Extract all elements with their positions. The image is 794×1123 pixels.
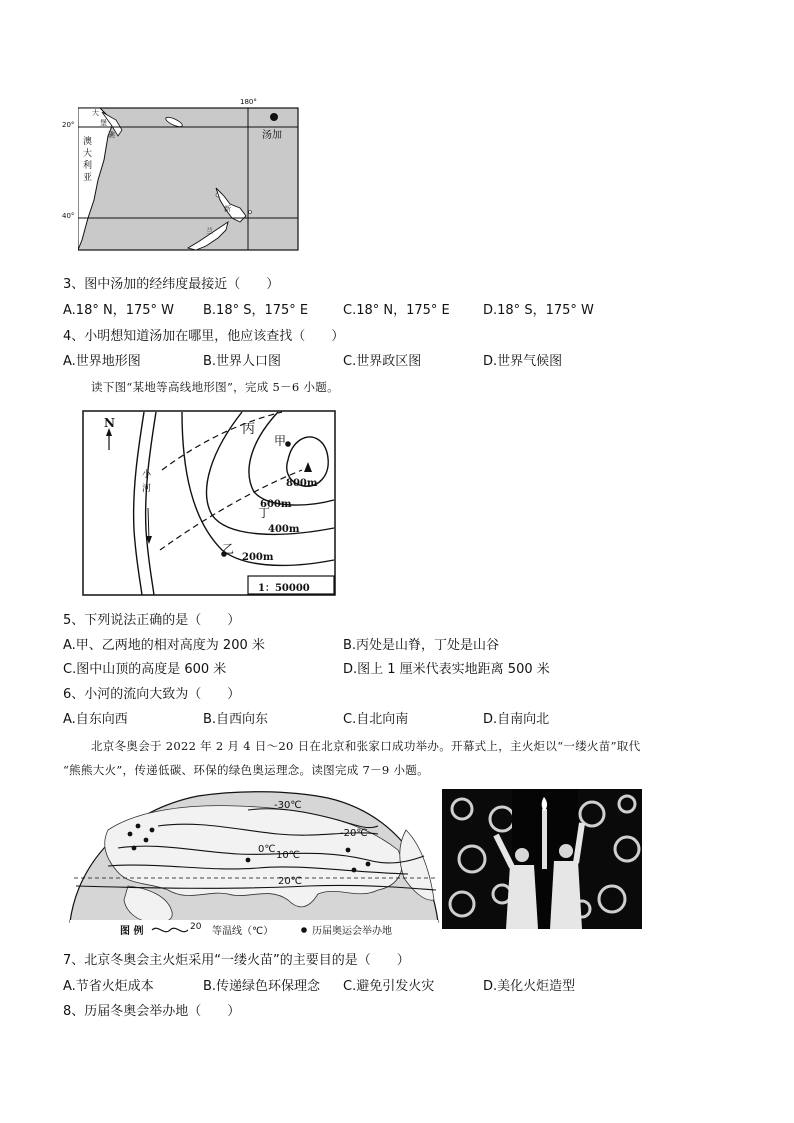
- contour-label-600: 600m: [260, 499, 292, 510]
- intro-7-9-line-1: 北京冬奥会于 2022 年 2 月 4 日～20 日在北京和张家口成功举办。开幕式上，主火炬以“一缕火苗”取代: [91, 739, 641, 753]
- athlete-right-head: [559, 844, 573, 858]
- question-5-option-a[interactable]: A.甲、乙两地的相对高度为 200 米: [63, 638, 265, 653]
- host-city-dot: [150, 828, 155, 833]
- question-6-option-a[interactable]: A.自东向西: [63, 712, 128, 727]
- coral-reef-char: 礁: [108, 131, 115, 139]
- question-4-option-a[interactable]: A.世界地形图: [63, 354, 141, 369]
- australia-char: 亚: [83, 173, 93, 183]
- lat-20-label: 20°: [62, 121, 75, 129]
- isotherm-label-m20: -20℃: [340, 828, 368, 839]
- question-5-option-c[interactable]: C.图中山顶的高度是 600 米: [63, 662, 227, 677]
- isotherm-map: [68, 790, 440, 940]
- legend-isotherm-label: 等温线（℃）: [212, 926, 274, 937]
- question-4-option-c[interactable]: C.世界政区图: [343, 354, 422, 369]
- question-6-stem: 6、小河的流向大致为（ ）: [63, 687, 241, 702]
- host-city-dot: [352, 868, 357, 873]
- legend-dot-symbol: [301, 927, 307, 933]
- contour-label-800: 800m: [286, 478, 318, 489]
- north-label: N: [104, 416, 115, 430]
- contour-label-400: 400m: [268, 524, 300, 535]
- athlete-left-head: [515, 848, 529, 862]
- coral-reef-char: 堡: [100, 119, 107, 127]
- question-6-option-d[interactable]: D.自南向北: [483, 712, 550, 727]
- contour-frame: [83, 411, 335, 595]
- coral-reef-char: 大: [92, 109, 99, 117]
- isotherm-label-10: 10℃: [276, 850, 300, 861]
- label-ding: 丁: [258, 506, 271, 520]
- host-city-dot: [366, 862, 371, 867]
- torch-photo-svg: [442, 789, 642, 929]
- question-4-option-d[interactable]: D.世界气候图: [483, 354, 563, 369]
- isotherm-map-svg: [68, 790, 440, 940]
- isotherm-label-20: 20℃: [278, 876, 302, 887]
- tonga-map-svg: [78, 100, 300, 252]
- intro-7-9-line-2: “熊熊大火”，传递低碳、环保的绿色奥运理念。读图完成 7－9 小题。: [63, 763, 429, 777]
- host-city-dot: [144, 838, 149, 843]
- tonga-dot: [270, 113, 278, 121]
- river-label: [142, 468, 154, 496]
- tonga-label: 汤加: [262, 130, 282, 141]
- isotherm-label-m30: -30℃: [274, 800, 302, 811]
- host-city-dot: [128, 832, 133, 837]
- question-7-option-a[interactable]: A.节省火炬成本: [63, 979, 154, 994]
- question-5-option-d[interactable]: D.图上 1 厘米代表实地距离 500 米: [343, 662, 550, 677]
- australia-char: 大: [83, 149, 93, 159]
- question-6-option-b[interactable]: B.自西向东: [203, 712, 269, 727]
- australia-char: 利: [83, 161, 93, 171]
- question-7-stem: 7、北京冬奥会主火炬采用“一缕火苗”的主要目的是（ ）: [63, 953, 410, 968]
- question-4-option-b[interactable]: B.世界人口图: [203, 354, 282, 369]
- isotherm-label-0: 0℃: [258, 844, 276, 855]
- question-7-option-b[interactable]: B.传递绿色环保理念: [203, 979, 321, 994]
- australia-char: 澳: [83, 137, 93, 147]
- question-3-stem: 3、图中汤加的经纬度最接近（ ）: [63, 277, 280, 292]
- contour-map-svg: [82, 410, 338, 598]
- new-zealand-label-2: 兰: [206, 227, 213, 235]
- athlete-right-body: [550, 861, 582, 929]
- tonga-map: [62, 98, 300, 252]
- intro-5-6: 读下图“某地等高线地形图”，完成 5－6 小题。: [91, 380, 339, 394]
- river-char: 小: [142, 470, 152, 480]
- lon-180-label: 180°: [240, 98, 257, 106]
- question-4-stem: 4、小明想知道汤加在哪里，他应该查找（ ）: [63, 329, 345, 344]
- label-bing: 丙: [242, 422, 256, 437]
- host-city-dot: [346, 848, 351, 853]
- scale-label: 1：50000: [258, 583, 310, 594]
- question-7-option-d[interactable]: D.美化火炬造型: [483, 979, 576, 994]
- question-3-option-d[interactable]: D.18° S，175° W: [483, 303, 594, 318]
- host-city-dot: [136, 824, 141, 829]
- host-city-dot: [132, 846, 137, 851]
- torch-body: [542, 809, 547, 869]
- legend-title: 图 例: [120, 926, 144, 937]
- torch-ceremony-photo: [442, 789, 642, 929]
- question-3-option-c[interactable]: C.18° N，175° E: [343, 303, 450, 318]
- question-3-option-b[interactable]: B.18° S，175° E: [203, 303, 309, 318]
- question-6-option-c[interactable]: C.自北向南: [343, 712, 409, 727]
- question-5-option-b[interactable]: B.丙处是山脊，丁处是山谷: [343, 638, 500, 653]
- contour-label-200: 200m: [242, 552, 274, 563]
- label-yi: 乙: [222, 542, 235, 556]
- athlete-left-arm: [496, 835, 512, 867]
- lat-40-label: 40°: [62, 212, 75, 220]
- question-3-option-a[interactable]: A.18° N，175° W: [63, 303, 174, 318]
- point-jia: [285, 441, 291, 447]
- host-city-dot: [246, 858, 251, 863]
- athlete-left-body: [506, 865, 538, 929]
- label-jia: 甲: [274, 434, 287, 448]
- legend-dot-label: 历届奥运会举办地: [312, 926, 392, 937]
- australia-label: [83, 136, 95, 184]
- question-7-option-c[interactable]: C.避免引发火灾: [343, 979, 435, 994]
- river-char: 河: [142, 484, 152, 494]
- question-8-stem: 8、历届冬奥会举办地（ ）: [63, 1004, 241, 1019]
- island-small: [249, 211, 252, 214]
- question-5-stem: 5、下列说法正确的是（ ）: [63, 613, 241, 628]
- new-zealand-label-1: 新: [224, 205, 231, 213]
- legend-isotherm-number: 20: [190, 922, 202, 932]
- contour-map: [82, 410, 338, 598]
